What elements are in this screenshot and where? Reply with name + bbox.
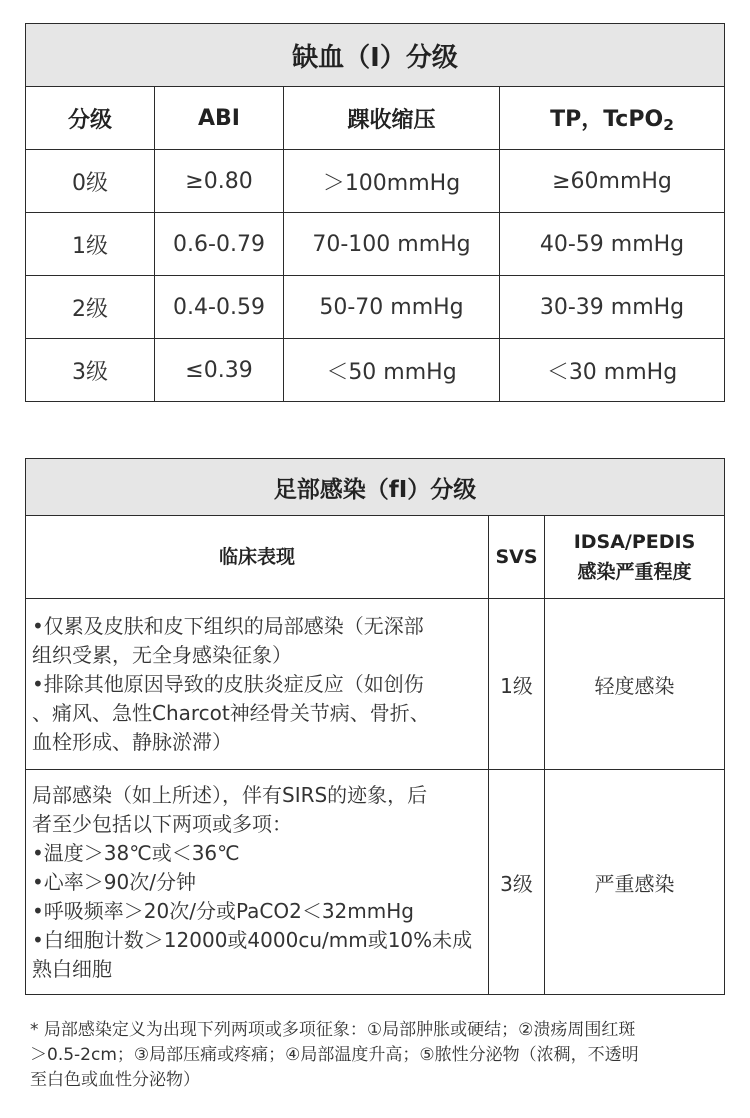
grade-cell: 1级 (26, 213, 155, 276)
tp-cell: 30-39 mmHg (500, 276, 725, 339)
svs-cell: 3级 (489, 770, 545, 995)
header-idsa-line1: IDSA/PEDIS (573, 531, 696, 553)
ankle-pressure-cell: 70-100 mmHg (284, 213, 500, 276)
clinical-line: •心率＞90次/分钟 (32, 869, 196, 894)
tp-cell: 40-59 mmHg (500, 213, 725, 276)
ischemia-table-title: 缺血（I）分级 (26, 24, 725, 87)
severity-cell: 轻度感染 (545, 599, 725, 770)
header-clinical: 临床表现 (26, 516, 489, 599)
table-row (26, 213, 725, 276)
ankle-pressure-cell: ＜50 mmHg (284, 339, 500, 402)
footnote-line: ＞0.5-2cm；③局部压痛或疼痛；④局部温度升高；⑤脓性分泌物（浓稠，不透明 (30, 1045, 639, 1065)
clinical-line: •白细胞计数＞12000或4000cu/mm或10%未成 (32, 927, 473, 952)
clinical-cell (26, 599, 489, 770)
foot-infection-grading-table (25, 458, 725, 995)
table-row (26, 276, 725, 339)
header-tp-tcpo2-text: TP，TcPO (550, 107, 664, 133)
clinical-cell (26, 770, 489, 995)
clinical-line: •排除其他原因导致的皮肤炎症反应（如创伤 (32, 671, 424, 696)
clinical-line: 、痛风、急性Charcot神经骨关节病、骨折、 (32, 700, 430, 725)
grade-cell: 0级 (26, 150, 155, 213)
header-svs: SVS (489, 516, 545, 599)
header-idsa (545, 516, 725, 599)
ischemia-grading-table (25, 23, 725, 402)
table-row (26, 150, 725, 213)
svs-cell: 1级 (489, 599, 545, 770)
grade-cell: 2级 (26, 276, 155, 339)
table-row (26, 339, 725, 402)
clinical-line: 熟白细胞 (32, 956, 112, 981)
header-abi: ABI (155, 87, 284, 150)
tp-cell: ＜30 mmHg (500, 339, 725, 402)
header-grade: 分级 (26, 87, 155, 150)
ischemia-header-row (26, 87, 725, 150)
clinical-line: 组织受累，无全身感染征象） (32, 642, 292, 667)
abi-cell: ≤0.39 (155, 339, 284, 402)
abi-cell: ≥0.80 (155, 150, 284, 213)
header-tp-tcpo2-subscript: 2 (663, 115, 674, 134)
header-tp-tcpo2 (500, 87, 725, 150)
infection-table-title: 足部感染（fI）分级 (26, 459, 725, 516)
clinical-line: •仅累及皮肤和皮下组织的局部感染（无深部 (32, 613, 424, 638)
clinical-line: 者至少包括以下两项或多项： (32, 811, 292, 836)
severity-cell: 严重感染 (545, 770, 725, 995)
footnote-line: 至白色或血性分泌物） (30, 1070, 200, 1090)
abi-cell: 0.4-0.59 (155, 276, 284, 339)
header-idsa-line2: 感染严重程度 (577, 561, 692, 583)
ankle-pressure-cell: 50-70 mmHg (284, 276, 500, 339)
tp-cell: ≥60mmHg (500, 150, 725, 213)
abi-cell: 0.6-0.79 (155, 213, 284, 276)
footnote (30, 1018, 720, 1093)
table-row (26, 599, 725, 770)
footnote-line: * 局部感染定义为出现下列两项或多项征象：①局部肿胀或硬结；②溃疡周围红斑 (30, 1020, 636, 1040)
grade-cell: 3级 (26, 339, 155, 402)
header-ankle-pressure: 踝收缩压 (284, 87, 500, 150)
clinical-line: •温度＞38℃或＜36℃ (32, 840, 240, 865)
infection-header-row (26, 516, 725, 599)
clinical-line: 局部感染（如上所述），伴有SIRS的迹象，后 (32, 782, 428, 807)
table-row (26, 770, 725, 995)
clinical-line: •呼吸频率＞20次/分或PaCO2＜32mmHg (32, 898, 414, 923)
clinical-line: 血栓形成、静脉淤滞） (32, 729, 232, 754)
ankle-pressure-cell: ＞100mmHg (284, 150, 500, 213)
